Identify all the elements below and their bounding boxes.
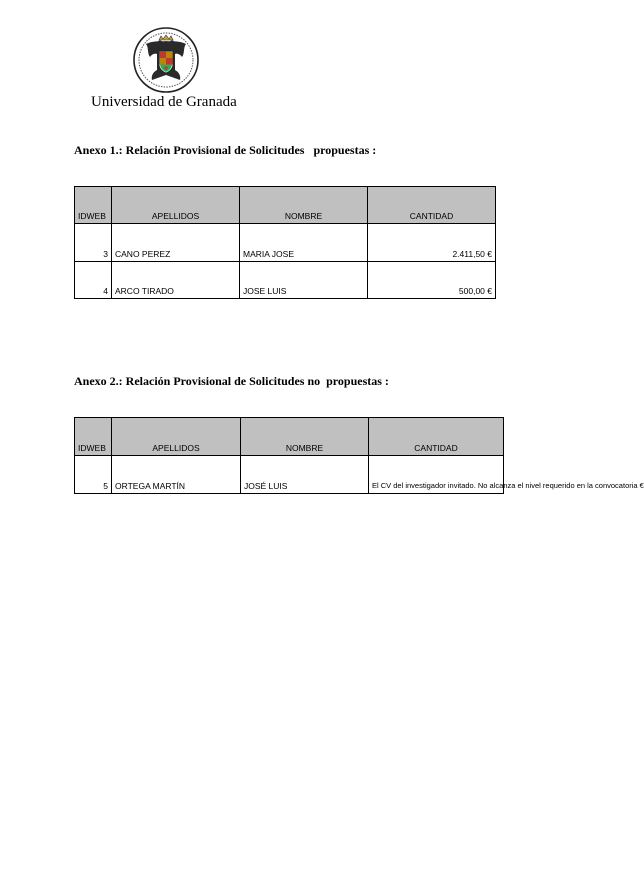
table-header-row [75,418,504,456]
table-row [75,224,496,262]
cell-nombre: JOSÉ LUIS [241,456,369,494]
col-header-nombre: NOMBRE [240,187,368,224]
table-row [75,262,496,299]
cell-idweb: 4 [75,262,112,299]
university-seal-logo [132,26,200,94]
col-header-idweb: IDWEB [75,187,112,224]
col-header-cantidad: CANTIDAD [369,418,504,456]
cell-idweb: 5 [75,456,112,494]
anexo2-table [74,417,644,494]
anexo2-title: Anexo 2.: Relación Provisional de Solicitudes no propuestas : [74,374,389,388]
cell-apellidos: ORTEGA MARTÍN [112,456,241,494]
table-header-row [75,187,496,224]
cell-nombre: JOSE LUIS [240,262,368,299]
anexo1-title: Anexo 1.: Relación Provisional de Solicitudes propuestas : [74,143,377,157]
col-header-apellidos: APELLIDOS [112,418,241,456]
col-header-nombre: NOMBRE [241,418,369,456]
col-header-cantidad: CANTIDAD [368,187,496,224]
anexo1-table [74,186,496,299]
cell-cantidad: 2.411,50 € [368,224,496,262]
cell-cantidad-reason: El CV del investigador invitado. No alcanza el nivel requerido en la convocatoria € [369,456,504,494]
cell-apellidos: CANO PEREZ [112,224,240,262]
cell-nombre: MARIA JOSE [240,224,368,262]
col-header-apellidos: APELLIDOS [112,187,240,224]
cell-idweb: 3 [75,224,112,262]
col-header-idweb: IDWEB [75,418,112,456]
institution-name: Universidad de Granada [91,94,237,110]
cell-apellidos: ARCO TIRADO [112,262,240,299]
cell-cantidad: 500,00 € [368,262,496,299]
table-row [75,456,504,494]
